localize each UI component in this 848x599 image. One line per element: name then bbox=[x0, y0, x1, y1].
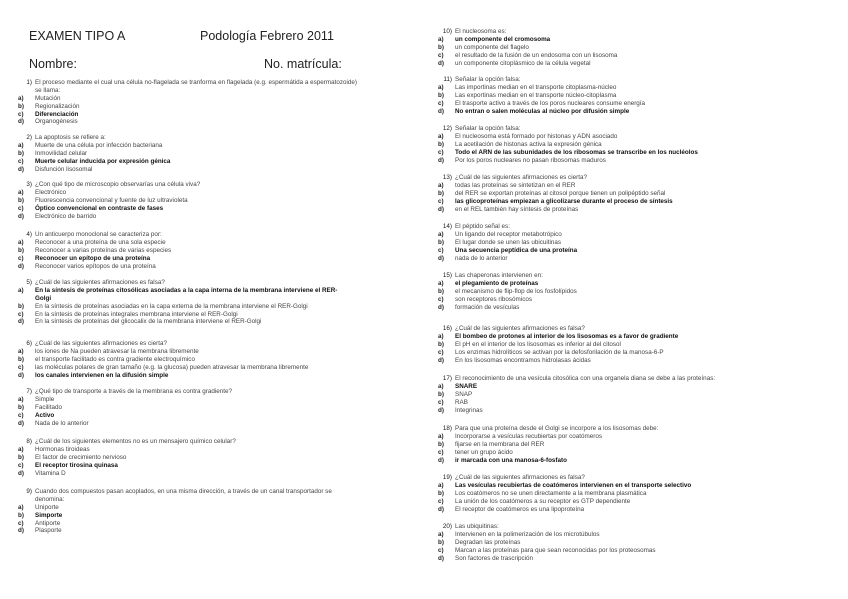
option-text: Intervienen en la polimerización de los microtúbulos bbox=[455, 530, 600, 538]
question-number: 11) bbox=[443, 76, 452, 83]
option-letter: a) bbox=[18, 286, 24, 294]
option-text: Los coatómeros no se unen directamente a la membrana plasmática bbox=[455, 489, 647, 497]
question-number: 15) bbox=[442, 272, 452, 279]
option-letter: a) bbox=[18, 188, 24, 196]
option-letter: c) bbox=[438, 246, 444, 254]
option-text: El receptor de coatómeros es una lipoproteína bbox=[455, 505, 585, 513]
option-text: en el REL también hay síntesis de proteínas bbox=[455, 205, 579, 213]
question-text: El péptido señal es: bbox=[455, 223, 510, 230]
question-text: ¿Cuál de las siguientes afirmaciones es cierta? bbox=[35, 340, 167, 347]
question-text: ¿Cuál de las siguientes afirmaciones es falsa? bbox=[35, 279, 165, 286]
question-text: Un anticuerpo monoclonal se caracteriza por: bbox=[35, 231, 162, 238]
option-letter: a) bbox=[438, 35, 444, 43]
exam-subtitle: Podología Febrero 2011 bbox=[200, 29, 334, 43]
option-text: Integrinas bbox=[455, 406, 483, 414]
option-text: Activo bbox=[35, 411, 55, 419]
option-letter: b) bbox=[438, 91, 444, 99]
question-number: 9) bbox=[26, 488, 32, 495]
option-letter: d) bbox=[18, 469, 24, 477]
option-text: En la síntesis de proteínas asociadas en la capa externa de la membrana interviene el RER-Golgi bbox=[35, 302, 308, 310]
option-text: un componente del flagelo bbox=[455, 43, 529, 51]
option-letter: b) bbox=[18, 355, 24, 363]
option-text: Muerte celular inducida por expresión génica bbox=[35, 157, 171, 165]
option-letter: b) bbox=[438, 238, 444, 246]
option-letter: d) bbox=[438, 456, 444, 464]
option-text: formación de vesículas bbox=[455, 303, 520, 311]
question-number: 20) bbox=[442, 523, 452, 530]
option-text: Electrónico bbox=[35, 188, 67, 196]
question-number: 5) bbox=[26, 279, 32, 286]
option-text: No entran o salen moléculas al núcleo por difusión simple bbox=[455, 107, 630, 115]
option-letter: c) bbox=[18, 157, 24, 165]
option-text: En la síntesis de proteínas citosólicas asociadas a la capa interna de la membrana interviene el RER- bbox=[35, 286, 338, 294]
question-text: ¿Cuál de las siguientes afirmaciones es falsa? bbox=[455, 474, 585, 481]
question-number: 19) bbox=[442, 474, 452, 481]
question-text: ¿Cuál de las siguientes afirmaciones es cierta? bbox=[455, 174, 587, 181]
question-number: 16) bbox=[442, 325, 452, 332]
option-text: SNARE bbox=[455, 382, 478, 390]
option-text: Las exportinas median en el transporte núcleo-citoplasma bbox=[455, 91, 617, 99]
option-text: Facilitado bbox=[35, 403, 62, 411]
option-letter: c) bbox=[18, 204, 24, 212]
option-letter: c) bbox=[18, 461, 24, 469]
option-letter: c) bbox=[18, 310, 24, 318]
option-letter: a) bbox=[438, 332, 444, 340]
option-text: Electrónico de barrido bbox=[35, 212, 97, 220]
option-text: los canales intervienen en la difusión simple bbox=[35, 371, 169, 379]
option-letter: a) bbox=[18, 445, 24, 453]
option-text: Degradan las proteínas bbox=[455, 538, 521, 546]
option-letter: d) bbox=[438, 107, 444, 115]
option-text: Por los poros nucleares no pasan ribosomas maduros bbox=[455, 156, 606, 164]
question-text: Para que una proteína desde el Golgi se incorpore a los lisosomas debe: bbox=[455, 425, 659, 432]
option-text: fijarse en la membrana del RER bbox=[455, 440, 545, 448]
option-letter: c) bbox=[18, 519, 24, 527]
question-number: 3) bbox=[26, 181, 32, 188]
option-letter: d) bbox=[438, 406, 444, 414]
option-letter: a) bbox=[438, 132, 444, 140]
option-text: La acetilación de histonas activa la expresión génica bbox=[455, 140, 602, 148]
option-text: Uniporte bbox=[35, 503, 59, 511]
option-letter: d) bbox=[18, 419, 24, 427]
question-number: 17) bbox=[442, 375, 452, 382]
option-text: En la síntesis de proteínas integrales membrana interviene el RER-Golgi bbox=[35, 310, 238, 318]
option-letter: c) bbox=[438, 148, 444, 156]
option-letter: d) bbox=[438, 554, 444, 562]
option-letter: a) bbox=[438, 530, 444, 538]
option-text: RAB bbox=[455, 398, 468, 406]
question-text: denomina: bbox=[35, 495, 65, 503]
option-letter: d) bbox=[438, 505, 444, 513]
option-letter: c) bbox=[438, 448, 444, 456]
option-letter: c) bbox=[18, 363, 24, 371]
option-text: El trasporte activo a través de los poros nucleares consume energía bbox=[455, 99, 646, 107]
option-letter: a) bbox=[438, 481, 444, 489]
option-letter: c) bbox=[438, 51, 444, 59]
option-letter: c) bbox=[18, 411, 24, 419]
option-letter: d) bbox=[18, 165, 24, 173]
option-text: SNAP bbox=[455, 390, 473, 398]
option-letter: c) bbox=[438, 348, 444, 356]
question-number: 1) bbox=[26, 79, 32, 86]
option-letter: d) bbox=[18, 527, 24, 535]
question-number: 10) bbox=[442, 28, 452, 35]
question-number: 2) bbox=[26, 134, 32, 141]
option-letter: b) bbox=[438, 340, 444, 348]
question-text: ¿Con qué tipo de microscopio observarías una célula viva? bbox=[35, 181, 201, 188]
option-letter: d) bbox=[18, 212, 24, 220]
option-letter: c) bbox=[438, 546, 444, 554]
option-letter: c) bbox=[438, 99, 444, 107]
option-text: Reconocer a una proteína de una sola especie bbox=[35, 238, 166, 246]
option-text: los iones de Na pueden atravesar la membrana libremente bbox=[35, 347, 199, 355]
option-letter: b) bbox=[438, 43, 444, 51]
option-text: el plegamiento de proteínas bbox=[455, 279, 539, 287]
option-text: todas las proteínas se sintetizan en el RER bbox=[455, 181, 576, 189]
option-text: Reconocer un epítopo de una proteína bbox=[35, 254, 151, 262]
question-text: Señalar la opción falsa: bbox=[455, 76, 521, 83]
option-text: el resultado de la fusión de un endosoma con un lisosoma bbox=[455, 51, 618, 59]
option-letter: a) bbox=[438, 230, 444, 238]
question-number: 18) bbox=[442, 425, 452, 432]
question-text: Señalar la opción falsa: bbox=[455, 125, 521, 132]
option-letter: a) bbox=[18, 94, 24, 102]
option-letter: c) bbox=[438, 295, 444, 303]
option-text: Marcan a las proteínas para que sean reconocidas por los proteosomas bbox=[455, 546, 656, 554]
option-text: El factor de crecimiento nervioso bbox=[35, 453, 127, 461]
option-letter: a) bbox=[438, 382, 444, 390]
option-text: Inmovilidad celular bbox=[35, 149, 88, 157]
option-text: ir marcada con una manosa-6-fosfato bbox=[455, 456, 567, 464]
option-letter: a) bbox=[18, 395, 24, 403]
name-label: Nombre: bbox=[29, 57, 77, 71]
option-letter: d) bbox=[438, 59, 444, 67]
option-letter: d) bbox=[438, 156, 444, 164]
option-text: Simple bbox=[35, 395, 55, 403]
option-letter: b) bbox=[18, 196, 24, 204]
option-text: Fluorescencia convencional y fuente de luz ultravioleta bbox=[35, 196, 188, 204]
option-text: Muerte de una célula por infección bacteriana bbox=[35, 141, 163, 149]
option-text: tener un grupo ácido bbox=[455, 448, 513, 456]
option-letter: c) bbox=[438, 497, 444, 505]
option-letter: b) bbox=[438, 390, 444, 398]
option-letter: a) bbox=[18, 238, 24, 246]
option-text: un componente del cromosoma bbox=[455, 35, 551, 43]
option-letter: b) bbox=[18, 511, 24, 519]
question-text: se llama: bbox=[35, 86, 61, 94]
option-letter: b) bbox=[18, 102, 24, 110]
option-letter: b) bbox=[438, 440, 444, 448]
option-text: Incorporarse a vesículas recubiertas por coatómeros bbox=[455, 432, 602, 440]
option-letter: c) bbox=[438, 398, 444, 406]
question-text: ¿Cuál de los siguientes elementos no es un mensajero químico celular? bbox=[35, 438, 236, 445]
matricula-label: No. matrícula: bbox=[264, 57, 342, 71]
question-text: El proceso mediante el cual una célula no-flagelada se tranforma en flagelada (e.g. espermátida a espermatozoide) bbox=[35, 79, 358, 86]
option-text: las glicoproteínas empiezan a glicolizarse durante el proceso de síntesis bbox=[455, 197, 673, 205]
option-text: del RER se exportan proteínas al citosol porque tienen un polipéptido señal bbox=[455, 189, 666, 197]
option-letter: d) bbox=[438, 254, 444, 262]
option-text: Óptico convencional en contraste de fases bbox=[35, 204, 164, 212]
option-letter: b) bbox=[438, 538, 444, 546]
option-letter: b) bbox=[438, 489, 444, 497]
option-text: Simporte bbox=[35, 511, 63, 519]
option-letter: d) bbox=[438, 303, 444, 311]
option-letter: a) bbox=[18, 503, 24, 511]
option-text: Diferenciación bbox=[35, 110, 79, 118]
option-text: Antiporte bbox=[35, 519, 61, 527]
question-number: 13) bbox=[442, 174, 452, 181]
question-text: Las ubiquitinas: bbox=[455, 523, 499, 530]
option-text: Un ligando del receptor metabotrópico bbox=[455, 230, 562, 238]
option-text: el transporte facilitado es contra gradiente electroquímico bbox=[35, 355, 195, 363]
question-text: ¿Cuál de las siguientes afirmaciones es falsa? bbox=[455, 325, 585, 332]
option-text: Los enzimas hidrolíticos se activan por la defosforilación de la manosa-6-P bbox=[455, 348, 664, 356]
question-text: Cuando dos compuestos pasan acoplados, en una misma dirección, a través de un canal transportador se bbox=[35, 488, 332, 495]
option-text: nada de lo anterior bbox=[455, 254, 508, 262]
option-text: El pH en el interior de los lisosomas es inferior al del citosol bbox=[455, 340, 621, 348]
exam-title: EXAMEN TIPO A bbox=[29, 29, 126, 43]
option-letter: c) bbox=[18, 110, 24, 118]
option-letter: b) bbox=[18, 403, 24, 411]
option-letter: b) bbox=[438, 287, 444, 295]
option-letter: d) bbox=[18, 318, 24, 326]
option-letter: d) bbox=[18, 118, 24, 126]
option-letter: a) bbox=[438, 181, 444, 189]
question-text: Las chaperonas intervienen en: bbox=[455, 272, 543, 279]
option-letter: d) bbox=[18, 371, 24, 379]
option-letter: b) bbox=[438, 189, 444, 197]
option-letter: c) bbox=[18, 254, 24, 262]
question-number: 6) bbox=[26, 340, 32, 347]
option-text: Organogénesis bbox=[35, 118, 78, 126]
option-text: Mutación bbox=[35, 94, 61, 102]
option-letter: a) bbox=[18, 141, 24, 149]
option-letter: c) bbox=[438, 197, 444, 205]
option-text: La unión de los coatómeros a su receptor es GTP dependiente bbox=[455, 497, 631, 505]
option-text: Disfunción lisosomal bbox=[35, 165, 93, 173]
option-letter: b) bbox=[18, 149, 24, 157]
question-number: 8) bbox=[26, 438, 32, 445]
option-letter: b) bbox=[18, 453, 24, 461]
option-text: Hormonas tiroideas bbox=[35, 445, 90, 453]
option-letter: b) bbox=[18, 246, 24, 254]
option-letter: a) bbox=[438, 83, 444, 91]
option-letter: b) bbox=[18, 302, 24, 310]
option-text: El nucleosoma está formado por histonas y ADN asociado bbox=[455, 132, 618, 140]
question-text: ¿Qué tipo de transporte a través de la membrana es contra gradiente? bbox=[35, 388, 233, 395]
option-text: el mecanismo de flip-flop de los fosfolípidos bbox=[455, 287, 577, 295]
question-number: 12) bbox=[442, 125, 452, 132]
option-text: Reconocer varios epítopos de una proteína bbox=[35, 262, 156, 270]
option-letter: d) bbox=[438, 205, 444, 213]
option-text: un componente citoplásmico de la célula vegetal bbox=[455, 59, 591, 67]
question-text: La apoptosis se refiere a: bbox=[35, 134, 106, 141]
option-text: las moléculas polares de gran tamaño (e.g. la glucosa) pueden atravesar la membrana libremente bbox=[35, 363, 309, 371]
option-letter: a) bbox=[438, 432, 444, 440]
option-letter: a) bbox=[438, 279, 444, 287]
question-number: 4) bbox=[26, 231, 32, 238]
question-text: El reconocimiento de una vesícula citosólica con una organela diana se debe a las proteínas: bbox=[455, 375, 716, 382]
question-number: 14) bbox=[442, 223, 452, 230]
option-text: Reconocer a varias proteínas de varias especies bbox=[35, 246, 172, 254]
option-letter: b) bbox=[438, 140, 444, 148]
option-text: Las importinas median en el transporte citoplasma-núcleo bbox=[455, 83, 617, 91]
option-text: En la síntesis de proteínas del glicocalix de la membrana interviene el RER-Golgi bbox=[35, 318, 262, 326]
option-text: Vitamina D bbox=[35, 469, 66, 477]
option-text: Todo el ARN de las subunidades de los ribosomas se transcribe en los nucléolos bbox=[455, 148, 698, 156]
question-text: El nucleosoma es: bbox=[455, 28, 507, 35]
option-text: Las vesículas recubiertas de coatómeros intervienen en el transporte selectivo bbox=[455, 481, 692, 489]
option-text: Golgi bbox=[35, 294, 52, 302]
option-text: Una secuencia peptídica de una proteína bbox=[455, 246, 578, 254]
option-text: Son factores de trascripción bbox=[455, 554, 534, 562]
option-text: Nada de lo anterior bbox=[35, 419, 89, 427]
option-text: En los lisosomas encontramos hidrolasas ácidas bbox=[455, 356, 591, 364]
option-letter: a) bbox=[18, 347, 24, 355]
option-text: El bombeo de protones al interior de los lisosomas es a favor de gradiente bbox=[455, 332, 679, 340]
option-text: Regionalización bbox=[35, 102, 80, 110]
question-number: 7) bbox=[26, 388, 32, 395]
option-text: El lugar donde se unen las ubicuitinas bbox=[455, 238, 562, 246]
option-text: son receptores ribosómicos bbox=[455, 295, 532, 303]
option-letter: d) bbox=[438, 356, 444, 364]
option-letter: d) bbox=[18, 262, 24, 270]
option-text: Plasporte bbox=[35, 527, 62, 535]
option-text: El receptor tirosina quinasa bbox=[35, 461, 118, 469]
